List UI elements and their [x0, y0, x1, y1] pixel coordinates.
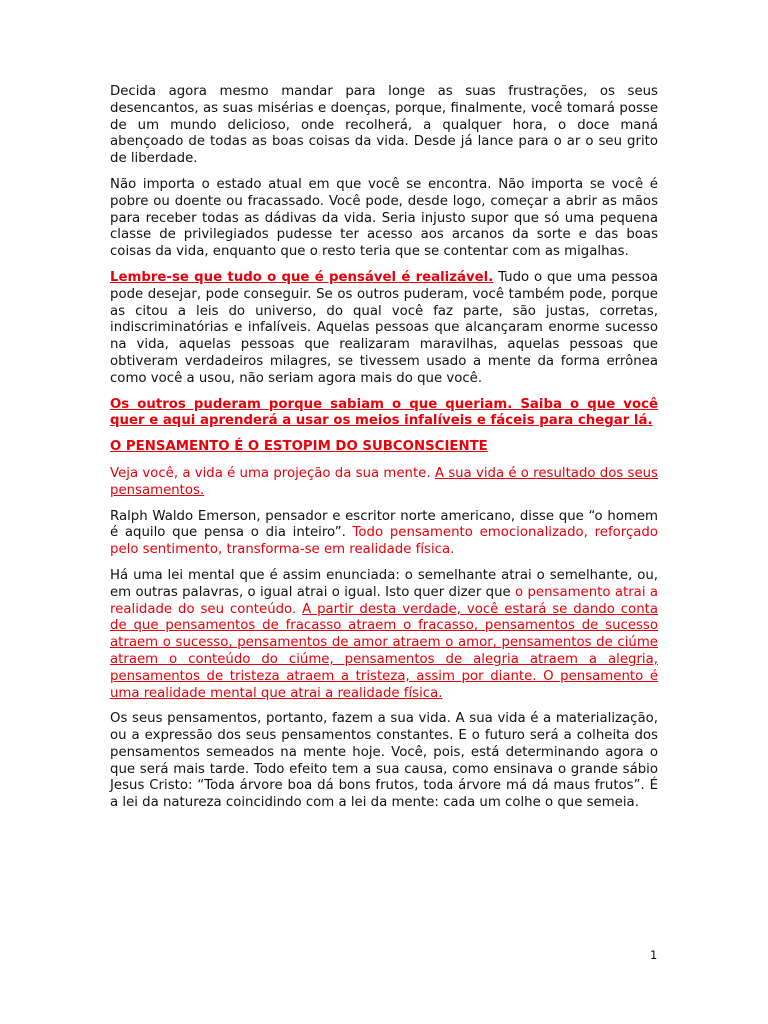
paragraph-5-part1: Veja você, a vida é uma projeção da sua mente.: [110, 465, 435, 481]
paragraph-6-part2: Todo pensamento emocionalizado, reforçado pelo sentimento, transforma-se em realidade física.: [110, 525, 658, 558]
paragraph-7: [110, 568, 658, 702]
paragraph-7-part1: Há uma lei mental que é assim enunciada: o semelhante atrai o semelhante, ou, em outras palavras, o igual atrai o igual. Isto quer dizer que: [110, 567, 658, 600]
page-number: 1: [650, 948, 658, 962]
paragraph-5-part2: A sua vida é o resultado dos seus pensamentos.: [110, 465, 658, 498]
paragraph-7-part3: A partir desta verdade, você estará se dando conta de que pensamentos de fracasso atraem o fracasso, pensamentos de sucesso atraem o sucesso, pensamentos de amor atraem o amor, pensamentos de ciúme atraem o conteúdo do ciúme, pensamentos de alegria atraem a alegria, pensamentos de tristeza atraem a tristeza, assim por diante. O pensamento é uma realidade mental que atrai a realidade física.: [110, 601, 658, 701]
document-body: [110, 84, 658, 821]
paragraph-6: [110, 509, 658, 559]
paragraph-1: Decida agora mesmo mandar para longe as suas frustrações, os seus desencantos, as suas misérias e doenças, porque, finalmente, você tomará posse de um mundo delicioso, onde recolherá, a qualquer hora, o doce maná abençoado de todas as boas coisas da vida. Desde já lance para o ar o seu grito de liberdade.: [110, 84, 658, 167]
paragraph-6-part1: Ralph Waldo Emerson, pensador e escritor norte americano, disse que “o homem é aquilo que pensa o dia inteiro”.: [110, 508, 658, 541]
paragraph-3: [110, 270, 658, 388]
paragraph-8: Os seus pensamentos, portanto, fazem a sua vida. A sua vida é a materialização, ou a expressão dos seus pensamentos constantes. E o futuro será a colheita dos pensamentos semeados na mente hoje. Você, pois, está determinando agora o que será mais tarde. Todo efeito tem a sua causa, como ensinava o grande sábio Jesus Cristo: “Toda árvore boa dá bons frutos, toda árvore má dá maus frutos”. É a lei da natureza coincidindo com a lei da mente: cada um colhe o que semeia.: [110, 711, 658, 811]
paragraph-3-emphasis: Lembre-se que tudo o que é pensável é realizável.: [110, 269, 494, 285]
section-heading: O PENSAMENTO É O ESTOPIM DO SUBCONSCIENTE: [110, 439, 488, 455]
paragraph-2: Não importa o estado atual em que você se encontra. Não importa se você é pobre ou doente ou fracassado. Você pode, desde logo, começar a abrir as mãos para receber todas as dádivas da vida. Seria injusto supor que só uma pequena classe de privilegiados pudesse ter acesso aos arcanos da sorte e das boas coisas da vida, enquanto que o resto teria que se contentar com as migalhas.: [110, 176, 658, 260]
paragraph-5: [110, 466, 658, 500]
paragraph-3-text: Tudo o que uma pessoa pode desejar, pode conseguir. Se os outros puderam, você também pode, porque as citou a leis do universo, do qual você faz parte, são justas, corretas, indiscriminatórias e infalíveis. Aquelas pessoas que alcançaram enorme sucesso na vida, aquelas pessoas que realizaram maravilhas, aquelas pessoas que obtiveram verdadeiros milagres, se tivessem usado a mente da forma errônea como você a usou, não seriam agora mais do que você.: [110, 269, 658, 386]
paragraph-7-part2: o pensamento atrai a realidade do seu conteúdo.: [110, 584, 659, 617]
paragraph-4: Os outros puderam porque sabiam o que queriam. Saiba o que você quer e aqui aprenderá a usar os meios infalíveis e fáceis para chegar lá.: [110, 396, 658, 429]
